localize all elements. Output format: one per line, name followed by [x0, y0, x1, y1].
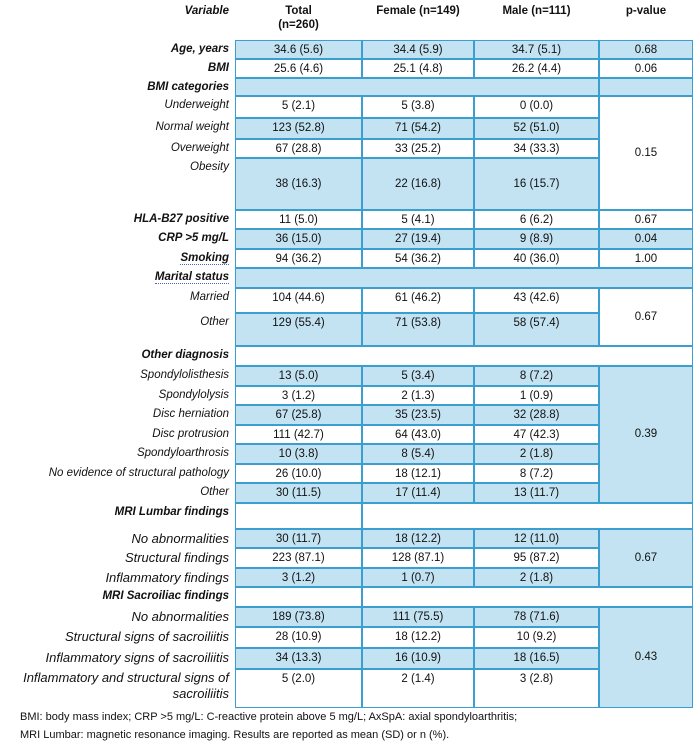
cell-total: 5 (2.0)	[235, 669, 362, 708]
row-label-text: Marital status	[154, 271, 229, 283]
cell-total: 111 (42.7)	[235, 425, 362, 444]
section-row-bmicat-p	[599, 78, 693, 96]
section-row-marital	[235, 268, 693, 288]
row-label-l_infl: Inflammatory findings	[105, 570, 229, 585]
row-label-married: Married	[190, 291, 229, 303]
cell-total: 104 (44.6)	[235, 288, 362, 313]
row-label-under: Underweight	[164, 99, 229, 111]
row-label-age: Age, years	[170, 43, 229, 55]
row-label-s_struct: Structural signs of sacroiliitis	[65, 629, 229, 644]
cell-male: 16 (15.7)	[474, 158, 599, 210]
cell-female: 18 (12.1)	[362, 464, 474, 483]
section-row-otherdx	[235, 346, 693, 366]
row-label-bmicat: BMI categories	[147, 81, 229, 93]
header-variable: Variable	[184, 5, 229, 17]
cell-pvalue: 0.68	[599, 40, 693, 59]
header-total	[235, 4, 362, 38]
cell-male: 2 (1.8)	[474, 568, 599, 587]
cell-total: 30 (11.5)	[235, 483, 362, 503]
cell-female: 1 (0.7)	[362, 568, 474, 587]
cell-total: 11 (5.0)	[235, 210, 362, 229]
cell-total: 10 (3.8)	[235, 444, 362, 464]
row-label-dxother: Other	[200, 486, 229, 498]
row-label-l_noabn: No abnormalities	[131, 531, 229, 546]
cell-male: 0 (0.0)	[474, 96, 599, 118]
row-label-text: Smoking	[180, 252, 229, 264]
cell-female: 64 (43.0)	[362, 425, 474, 444]
row-label-hla: HLA-B27 positive	[133, 213, 229, 225]
cell-female: 5 (3.8)	[362, 96, 474, 118]
cell-male: 3 (2.8)	[474, 669, 599, 708]
row-label-smoking	[3, 249, 235, 268]
cell-female: 5 (3.4)	[362, 366, 474, 386]
cell-total: 38 (16.3)	[235, 158, 362, 210]
cell-total: 13 (5.0)	[235, 366, 362, 386]
cell-total: 189 (73.8)	[235, 607, 362, 627]
cell-total: 34 (13.3)	[235, 648, 362, 669]
cell-pvalue-group: 0.67	[599, 288, 693, 346]
section-row-lumbar	[235, 503, 362, 529]
header-total-label: Total	[285, 5, 312, 17]
row-label-herniation: Disc herniation	[152, 408, 229, 420]
row-label-marital	[3, 268, 235, 288]
header-total-n: (n=260)	[278, 19, 319, 32]
cell-total: 223 (87.1)	[235, 548, 362, 568]
cell-female: 22 (16.8)	[362, 158, 474, 210]
cell-male: 10 (9.2)	[474, 627, 599, 648]
row-label-crp: CRP >5 mg/L	[158, 232, 229, 244]
cell-male: 8 (7.2)	[474, 366, 599, 386]
cell-pvalue-group: 0.43	[599, 607, 693, 708]
row-label-s_noabn: No abnormalities	[131, 609, 229, 624]
cell-total: 67 (28.8)	[235, 139, 362, 158]
cell-pvalue-group: 0.39	[599, 366, 693, 503]
cell-female: 71 (53.8)	[362, 313, 474, 346]
cell-total: 3 (1.2)	[235, 386, 362, 405]
cell-total: 36 (15.0)	[235, 229, 362, 249]
cell-male: 2 (1.8)	[474, 444, 599, 464]
cell-male: 18 (16.5)	[474, 648, 599, 669]
cell-female: 71 (54.2)	[362, 118, 474, 139]
cell-total: 3 (1.2)	[235, 568, 362, 587]
cell-female: 54 (36.2)	[362, 249, 474, 268]
row-label-spondylolysis: Spondylolysis	[158, 389, 229, 401]
cell-male: 12 (11.0)	[474, 529, 599, 548]
cell-female: 35 (23.5)	[362, 405, 474, 425]
section-row-sacro-rest	[362, 587, 693, 607]
cell-total: 94 (36.2)	[235, 249, 362, 268]
row-label-over: Overweight	[170, 142, 229, 154]
cell-total: 5 (2.1)	[235, 96, 362, 118]
row-label-l_struct: Structural findings	[124, 550, 229, 565]
cell-pvalue-group: 0.15	[599, 96, 693, 210]
cell-total: 30 (11.7)	[235, 529, 362, 548]
cell-male: 52 (51.0)	[474, 118, 599, 139]
row-label-noevidence: No evidence of structural pathology	[48, 467, 229, 479]
cell-female: 111 (75.5)	[362, 607, 474, 627]
cell-male: 1 (0.9)	[474, 386, 599, 405]
header-male: Male (n=111)	[502, 5, 571, 17]
cell-female: 34.4 (5.9)	[362, 40, 474, 59]
header-pvalue: p-value	[625, 5, 667, 17]
cell-female: 25.1 (4.8)	[362, 59, 474, 78]
row-label-protrusion: Disc protrusion	[152, 428, 229, 440]
cell-male: 40 (36.0)	[474, 249, 599, 268]
cell-female: 16 (10.9)	[362, 648, 474, 669]
row-label-s_infl: Inflammatory signs of sacroiliitis	[45, 650, 229, 665]
row-label-obesity: Obesity	[190, 161, 229, 173]
cell-male: 78 (71.6)	[474, 607, 599, 627]
cell-female: 17 (11.4)	[362, 483, 474, 503]
row-label-lumbar: MRI Lumbar findings	[114, 506, 229, 518]
cell-male: 32 (28.8)	[474, 405, 599, 425]
cell-male: 95 (87.2)	[474, 548, 599, 568]
cell-male: 34 (33.3)	[474, 139, 599, 158]
cell-total: 28 (10.9)	[235, 627, 362, 648]
cell-male: 43 (42.6)	[474, 288, 599, 313]
cell-female: 27 (19.4)	[362, 229, 474, 249]
cell-male: 58 (57.4)	[474, 313, 599, 346]
cell-female: 8 (5.4)	[362, 444, 474, 464]
header-female: Female (n=149)	[376, 5, 460, 17]
row-label-normal: Normal weight	[155, 121, 229, 133]
row-label-s_both: Inflammatory and structural signs of sacroiliitis	[23, 670, 229, 702]
cell-female: 5 (4.1)	[362, 210, 474, 229]
cell-male: 47 (42.3)	[474, 425, 599, 444]
cell-total: 67 (25.8)	[235, 405, 362, 425]
cell-pvalue: 0.06	[599, 59, 693, 78]
footnote-line-1: BMI: body mass index; CRP >5 mg/L: C-reactive protein above 5 mg/L; AxSpA: axial spondyloarthritis;	[20, 711, 518, 723]
cell-female: 128 (87.1)	[362, 548, 474, 568]
row-label-otherdx: Other diagnosis	[141, 349, 229, 361]
cell-male: 26.2 (4.4)	[474, 59, 599, 78]
section-row-lumbar-rest	[362, 503, 693, 529]
row-label-bmi: BMI	[207, 62, 229, 74]
cell-female: 18 (12.2)	[362, 627, 474, 648]
cell-total: 129 (55.4)	[235, 313, 362, 346]
cell-pvalue: 0.67	[599, 210, 693, 229]
cell-female: 2 (1.4)	[362, 669, 474, 708]
cell-pvalue-group: 0.67	[599, 529, 693, 587]
cell-pvalue: 1.00	[599, 249, 693, 268]
row-label-mother: Other	[200, 316, 229, 328]
section-row-sacro	[235, 587, 362, 607]
cell-female: 2 (1.3)	[362, 386, 474, 405]
cell-male: 13 (11.7)	[474, 483, 599, 503]
cell-male: 6 (6.2)	[474, 210, 599, 229]
row-label-spondylolisthesis: Spondylolisthesis	[140, 369, 229, 381]
row-label-sacro: MRI Sacroiliac findings	[102, 590, 229, 602]
cell-total: 26 (10.0)	[235, 464, 362, 483]
cell-male: 8 (7.2)	[474, 464, 599, 483]
cell-total: 123 (52.8)	[235, 118, 362, 139]
footnote-line-2: MRI Lumbar: magnetic resonance imaging. Results are reported as mean (SD) or n (%).	[20, 729, 450, 741]
cell-female: 61 (46.2)	[362, 288, 474, 313]
cell-total: 25.6 (4.6)	[235, 59, 362, 78]
cell-female: 33 (25.2)	[362, 139, 474, 158]
cell-total: 34.6 (5.6)	[235, 40, 362, 59]
cell-male: 34.7 (5.1)	[474, 40, 599, 59]
cell-pvalue: 0.04	[599, 229, 693, 249]
cell-female: 18 (12.2)	[362, 529, 474, 548]
row-label-spondyloarthrosis: Spondyloarthrosis	[136, 447, 229, 459]
section-row-bmicat	[235, 78, 599, 96]
cell-male: 9 (8.9)	[474, 229, 599, 249]
